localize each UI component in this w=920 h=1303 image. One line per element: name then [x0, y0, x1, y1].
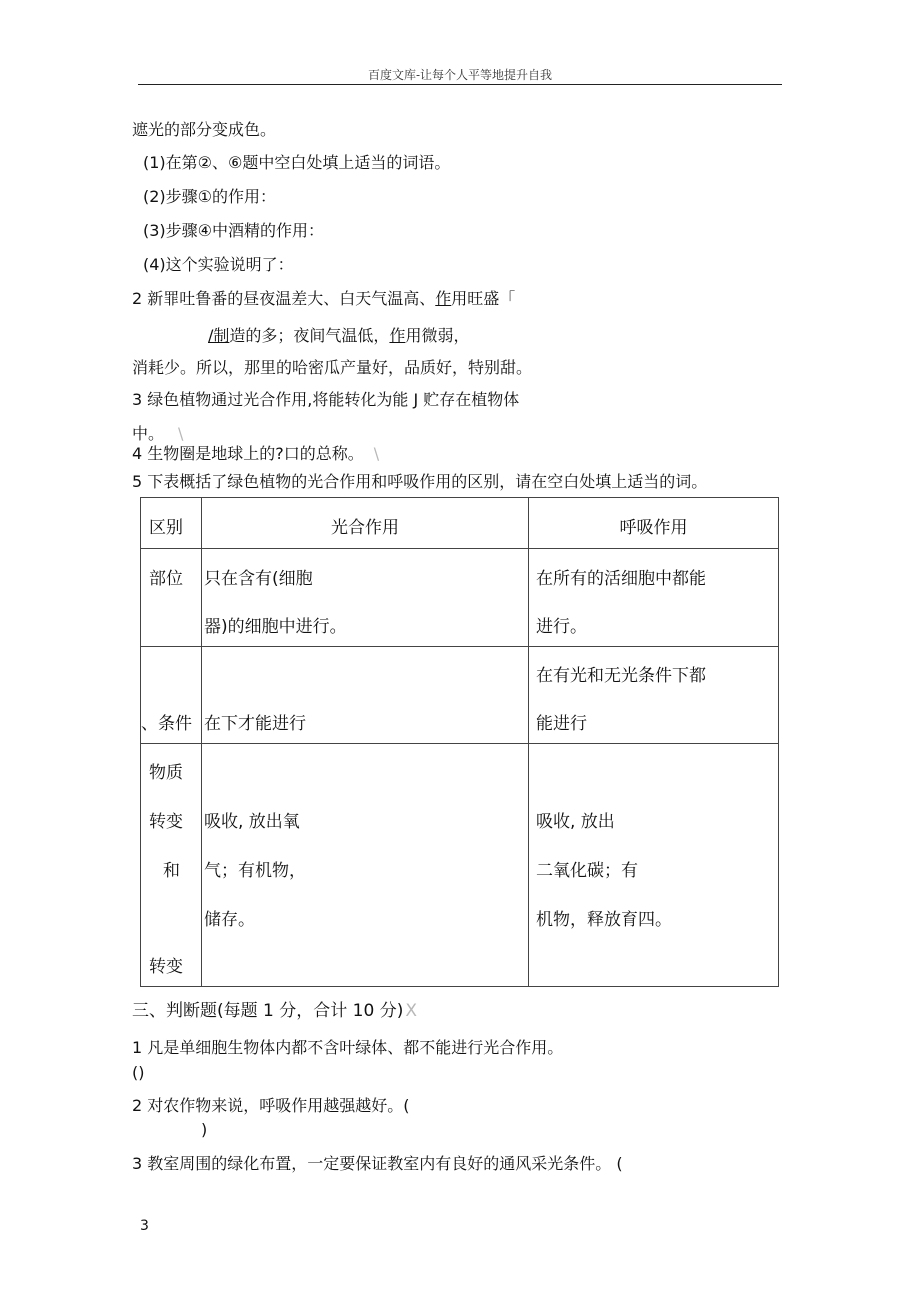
question-3: (3)步骤④中酒精的作用：: [143, 221, 325, 240]
page-number: 3: [140, 1218, 149, 1234]
judgment-3: 3 教室周围的绿化布置，一定要保证教室内有良好的通风采光条件。 (: [132, 1154, 623, 1173]
judgment-2: 2 对农作物来说，呼吸作用越强越好。(: [132, 1096, 410, 1115]
judgment-1-paren: (): [132, 1063, 145, 1082]
stray-mark: X: [405, 1001, 417, 1021]
fill-item-5: 5 下表概括了绿色植物的光合作用和呼吸作用的区别，请在空白处填上适当的词。: [132, 472, 708, 491]
table-cell-text: 能进行: [536, 714, 587, 734]
table-cell-text: 只在含有(细胞: [204, 569, 313, 589]
table-cell-text: 气；有机物，: [204, 861, 306, 881]
row-label-location: 部位: [149, 569, 183, 589]
text-segment: 2 新罪吐鲁番的昼夜温差大、白天气温高、: [132, 289, 436, 308]
question-1: (1)在第②、⑥题中空白处填上适当的词语。: [143, 153, 451, 172]
table-cell-text: 在有光和无光条件下都: [536, 666, 706, 686]
fill-item-3-line-1: 3 绿色植物通过光合作用,将能转化为能 J 贮存在植物体: [132, 390, 520, 409]
fill-item-2-line-2: [208, 326, 469, 346]
header-cell-difference: 区别: [149, 518, 183, 538]
table-cell-text: 储存。: [204, 910, 255, 930]
underlined-text: 作: [389, 326, 406, 345]
text-line-0: 遮光的部分变成色。: [132, 120, 277, 139]
text-segment: 4 生物圈是地球上的?口的总称。: [132, 444, 364, 463]
fill-item-3-line-2: [132, 424, 183, 444]
fill-item-2-line-3: 消耗少。所以，那里的哈密瓜产量好，品质好，特别甜。: [132, 358, 533, 377]
table-cell-text: 在下才能进行: [204, 714, 306, 734]
row-label-text: 和: [163, 861, 180, 881]
judgment-1: 1 凡是单细胞生物体内都不含叶绿体、都不能进行光合作用。: [132, 1038, 564, 1057]
comparison-table: [140, 497, 779, 987]
section-title-text: 三、判断题(每题 1 分，合计 10 分): [132, 1001, 404, 1021]
table-cell-text: 进行。: [536, 617, 587, 637]
question-2: (2)步骤①的作用：: [143, 187, 277, 206]
text-segment: 中。: [132, 424, 165, 443]
stray-mark: \: [178, 424, 184, 443]
header-cell-respiration: 呼吸作用: [619, 518, 688, 538]
row-label-text: 转变: [149, 812, 183, 832]
page-header: 百度文库-让每个人平等地提升自我: [367, 68, 553, 82]
table-cell-text: 在所有的活细胞中都能: [536, 569, 706, 589]
underlined-text: 作: [435, 289, 452, 308]
underlined-text: /制: [208, 326, 230, 345]
row-label-text: 转变: [149, 957, 183, 977]
row-label-text: 物质: [149, 763, 183, 783]
row-label-condition: 、条件: [141, 714, 192, 734]
question-4: (4)这个实验说明了：: [143, 255, 294, 274]
section-3-title: [132, 1000, 417, 1022]
text-segment: 用微弱，: [405, 326, 470, 345]
header-rule: [138, 84, 782, 85]
table-row: [141, 647, 779, 744]
stray-mark: \: [373, 444, 380, 463]
table-cell-text: 机物，释放育四。: [536, 910, 672, 930]
fill-item-2-line-1: [132, 289, 515, 309]
table-row: [141, 549, 779, 647]
fill-item-4: [132, 444, 379, 464]
text-segment: 造的多；夜间气温低，: [229, 326, 390, 345]
table-header-row: [141, 498, 779, 549]
judgment-2-paren: ): [201, 1120, 208, 1139]
table-cell-text: 器)的细胞中进行。: [204, 617, 347, 637]
header-cell-photosynthesis: 光合作用: [331, 518, 399, 538]
table-cell-text: 吸收, 放出: [536, 812, 615, 832]
table-cell-text: 二氧化碳；有: [536, 861, 638, 881]
table-cell-text: 吸收, 放出氧: [204, 812, 300, 832]
table-row: [141, 744, 779, 987]
text-segment: 用旺盛「: [451, 289, 516, 308]
